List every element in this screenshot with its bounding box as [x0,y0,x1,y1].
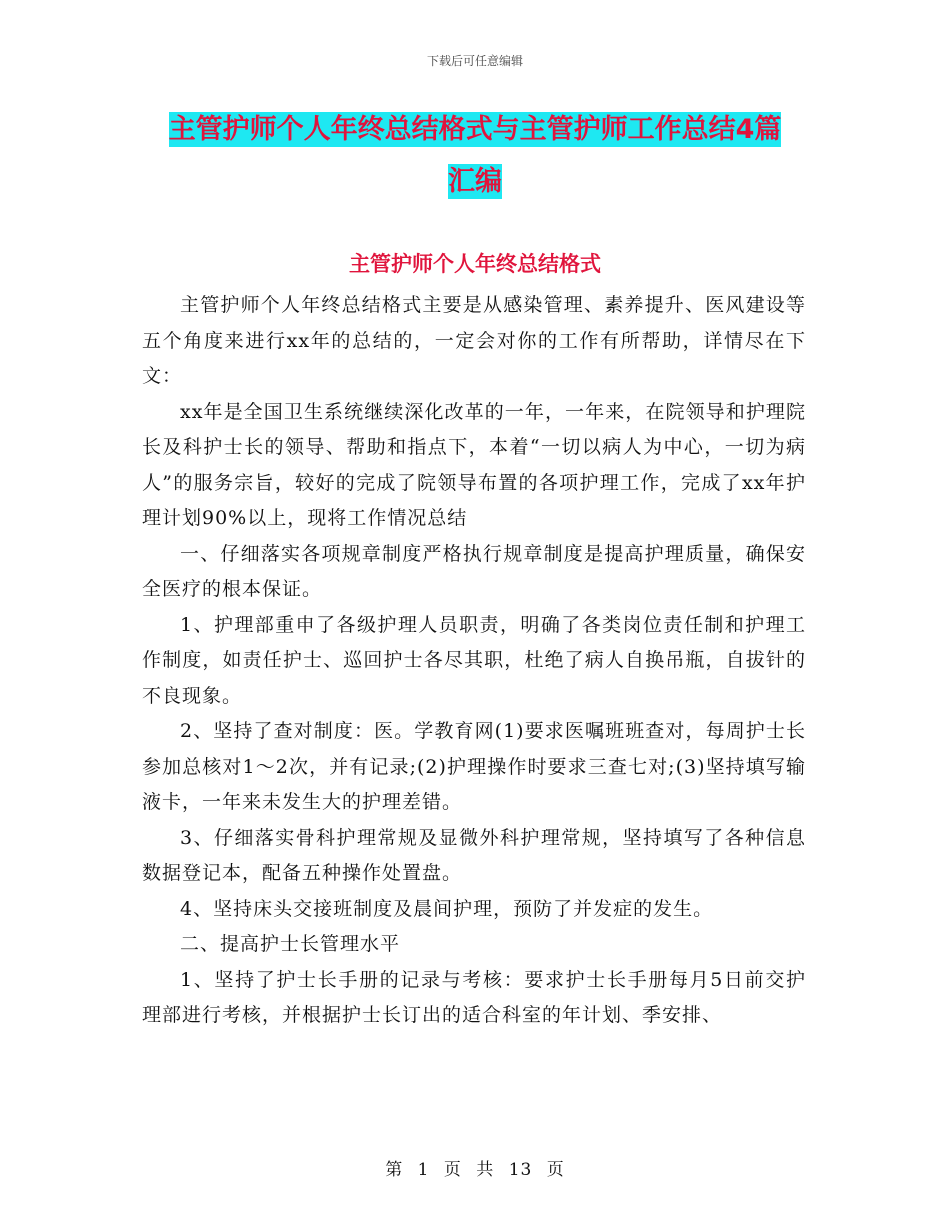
paragraph: 一、仔细落实各项规章制度严格执行规章制度是提高护理质量，确保安全医疗的根本保证。 [142,542,806,600]
paragraph: 主管护师个人年终总结格式主要是从感染管理、素养提升、医风建设等五个角度来进行xx年的总结的，一定会对你的工作有所帮助，详情尽在下文： [142,294,806,387]
document-title-line-2: 汇编 [448,166,502,197]
paragraph: 1、坚持了护士长手册的记录与考核：要求护士长手册每月5日前交护理部进行考核，并根据护士长订出的适合科室的年计划、季安排、 [142,968,806,1026]
paragraph: 4、坚持床头交接班制度及晨间护理，预防了并发症的发生。 [180,897,714,920]
current-page-number: 1 [417,1160,430,1180]
footer-prefix: 第 [385,1160,404,1180]
footer-total-word: 共 [476,1160,495,1180]
paragraph: 3、仔细落实骨科护理常规及显微外科护理常规，坚持填写了各种信息数据登记本，配备五种操作处置盘。 [142,826,806,884]
body-text [142,288,806,1034]
paragraph: 2、坚持了查对制度：医。学教育网(1)要求医嘱班班查对，每周护士长参加总核对1～2次，并有记录;(2)护理操作时要求三查七对;(3)坚持填写输液卡，一年来未发生大的护理差错。 [142,720,806,813]
page-footer [0,1155,950,1180]
footer-suffix: 页 [546,1160,565,1180]
section-heading: 主管护师个人年终总结格式 [349,252,601,276]
paragraph: xx年是全国卫生系统继续深化改革的一年，一年来，在院领导和护理院长及科护士长的领导、帮助和指点下，本着“一切以病人为中心，一切为病人”的服务宗旨，较好的完成了院领导布置的各项护理工作，完成了xx年护理计划90%以上，现将工作情况总结 [142,400,806,529]
paragraph: 二、提高护士长管理水平 [180,933,401,955]
paragraph: 1、护理部重申了各级护理人员职责，明确了各类岗位责任制和护理工作制度，如责任护士、巡回护士各尽其职，杜绝了病人自换吊瓶，自拔针的不良现象。 [142,613,806,707]
document-title [140,104,810,208]
document-title-line-1: 主管护师个人年终总结格式与主管护师工作总结4篇 [168,114,782,145]
header-note: 下载后可任意编辑 [426,54,523,68]
footer-page-word: 页 [443,1160,462,1180]
total-page-count: 13 [508,1160,533,1180]
